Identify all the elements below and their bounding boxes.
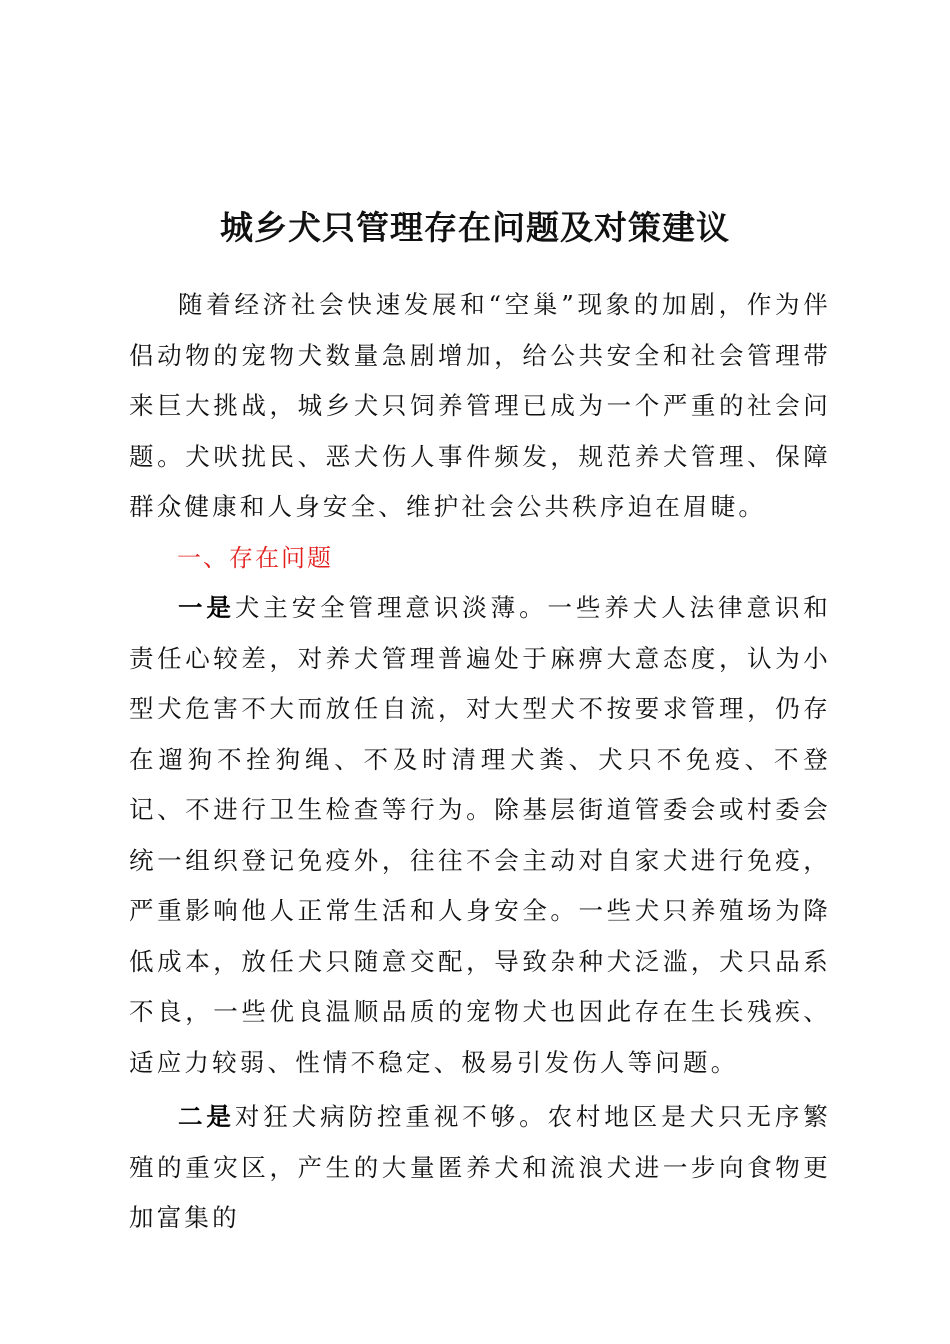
document-body — [129, 280, 831, 1244]
point-one-lead: 一是 — [178, 593, 235, 622]
section-heading-problems: 一、存在问题 — [177, 543, 333, 572]
point-one-paragraph — [129, 583, 831, 1088]
point-two-text: 对狂犬病防控重视不够。农村地区是犬只无序繁殖的重灾区，产生的大量匿养犬和流浪犬进一步向食物更加富集的 — [129, 1102, 832, 1232]
point-two-paragraph — [129, 1092, 831, 1244]
point-two-lead: 二是 — [178, 1102, 235, 1131]
point-one-text: 犬主安全管理意识淡薄。一些养犬人法律意识和责任心较差，对养犬管理普遍处于麻痹大意态度，认为小型犬危害不大而放任自流，对大型犬不按要求管理，仍存在遛狗不拴狗绳、不及时清理犬粪、犬只不免疫、不登记、不进行卫生检查等行为。除基层街道管委会或村委会统一组织登记免疫外，往往不会主动对自家犬进行免疫，严重影响他人正常生活和人身安全。一些犬只养殖场为降低成本，放任犬只随意交配，导致杂种犬泛滥，犬只品系不良，一些优良温顺品质的宠物犬也因此存在生长残疾、适应力较弱、性情不稳定、极易引发伤人等问题。 — [129, 593, 832, 1077]
document-title: 城乡犬只管理存在问题及对策建议 — [220, 208, 730, 247]
intro-paragraph: 随着经济社会快速发展和“空巢”现象的加剧，作为伴侣动物的宠物犬数量急剧增加，给公共安全和社会管理带来巨大挑战，城乡犬只饲养管理已成为一个严重的社会问题。犬吠扰民、恶犬伤人事件频发，规范养犬管理、保障群众健康和人身安全、维护社会公共秩序迫在眉睫。 — [129, 290, 831, 521]
